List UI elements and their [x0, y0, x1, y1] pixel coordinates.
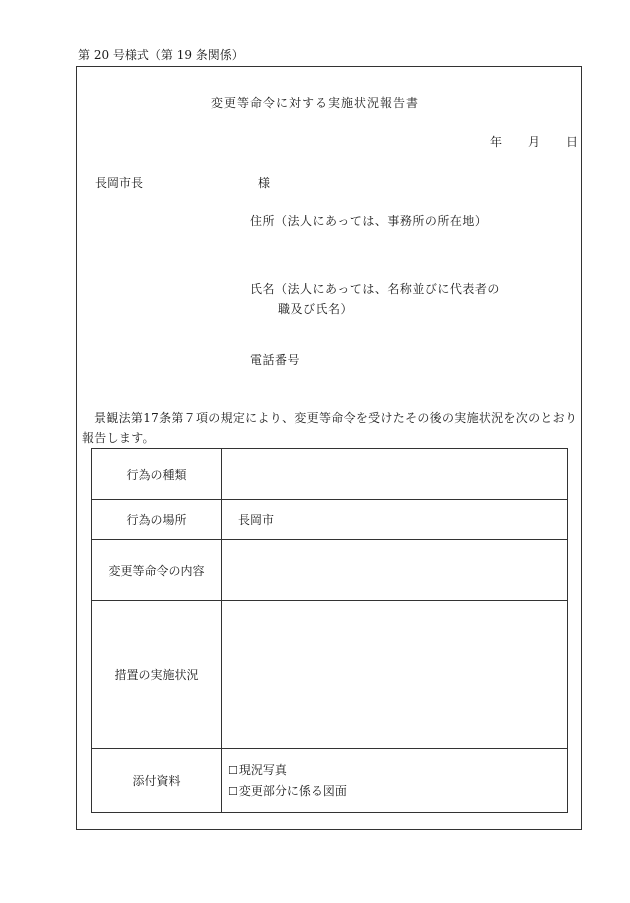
date-year: 年 [490, 135, 503, 149]
name-label-continued: 職及び氏名） [278, 302, 354, 316]
date-day: 日 [566, 135, 579, 149]
report-table [91, 448, 568, 813]
table-row-act-place [92, 500, 568, 540]
attachment-option-photo[interactable] [228, 760, 567, 781]
act-type-label: 行為の種類 [92, 449, 222, 500]
phone-label: 電話番号 [250, 353, 301, 367]
honorific: 様 [258, 176, 271, 190]
table-row-order-content [92, 540, 568, 601]
table-row-act-type [92, 449, 568, 500]
attachments-field [222, 749, 568, 813]
implementation-field[interactable] [222, 601, 568, 749]
checkbox-icon[interactable]: ☐ [228, 763, 238, 777]
date-month: 月 [528, 135, 541, 149]
attachments-label: 添付資料 [92, 749, 222, 813]
order-content-field[interactable] [222, 540, 568, 601]
act-type-field[interactable] [222, 449, 568, 500]
form-number: 第 20 号様式（第 19 条関係） [78, 48, 244, 62]
attachment-option-label: 現況写真 [238, 762, 287, 777]
act-place-label: 行為の場所 [92, 500, 222, 540]
name-label: 氏名（法人にあっては、名称並びに代表者の [250, 282, 500, 296]
document-title: 変更等命令に対する実施状況報告書 [210, 96, 419, 110]
table-row-attachments [92, 749, 568, 813]
address-label: 住所（法人にあっては、事務所の所在地） [250, 214, 488, 228]
table-row-implementation [92, 601, 568, 749]
addressee: 長岡市長 [95, 176, 144, 190]
act-place-field[interactable]: 長岡市 [222, 500, 568, 540]
attachment-option-drawing[interactable] [228, 781, 567, 802]
order-content-label: 変更等命令の内容 [92, 540, 222, 601]
report-statement: 景観法第17条第７項の規定により、変更等命令を受けたその後の実施状況を次のとおり報告します。 [82, 411, 578, 445]
attachment-option-label: 変更部分に係る図面 [238, 783, 347, 798]
implementation-label: 措置の実施状況 [92, 601, 222, 749]
checkbox-icon[interactable]: ☐ [228, 784, 238, 798]
